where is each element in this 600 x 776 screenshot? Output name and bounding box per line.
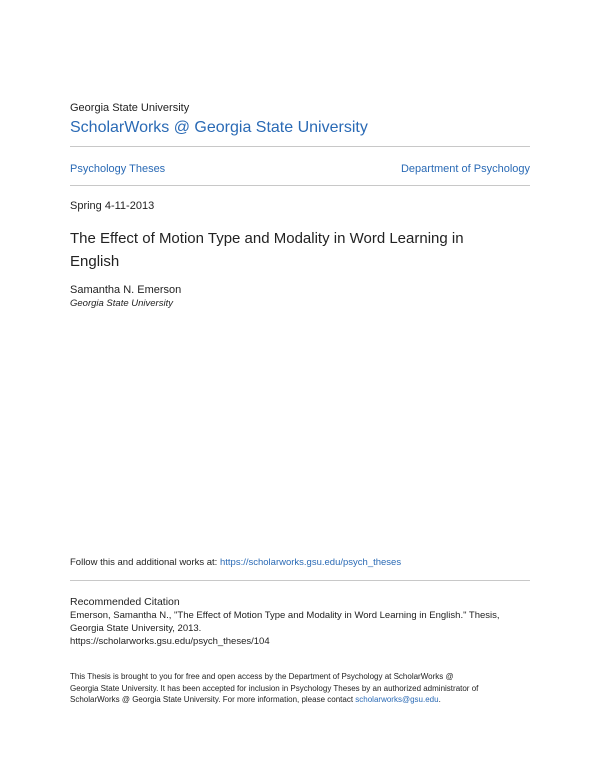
access-statement bbox=[70, 671, 530, 706]
access-statement-text: ScholarWorks @ Georgia State University. For more information, please contact bbox=[70, 695, 356, 704]
document-title: The Effect of Motion Type and Modality in Word Learning in English bbox=[70, 230, 464, 270]
citation-line: https://scholarworks.gsu.edu/psych_theses/104 bbox=[70, 636, 270, 647]
follow-link[interactable]: https://scholarworks.gsu.edu/psych_theses bbox=[219, 557, 402, 568]
department-link[interactable]: Department of Psychology bbox=[400, 163, 530, 175]
institution-name: Georgia State University bbox=[70, 102, 190, 114]
series-nav bbox=[70, 163, 530, 175]
divider-nav bbox=[70, 185, 530, 186]
access-statement-line bbox=[70, 694, 530, 706]
follow-text: Follow this and additional works at: bbox=[70, 557, 220, 568]
repository-link[interactable]: ScholarWorks @ Georgia State University bbox=[70, 119, 368, 136]
author-name: Samantha N. Emerson bbox=[70, 284, 182, 296]
author-affiliation: Georgia State University bbox=[70, 298, 173, 309]
access-statement-line: This Thesis is brought to you for free and open access by the Department of Psychology at ScholarWorks @ bbox=[70, 672, 454, 681]
divider-citation bbox=[70, 580, 530, 581]
citation-heading: Recommended Citation bbox=[70, 596, 180, 608]
series-link[interactable]: Psychology Theses bbox=[70, 163, 166, 175]
citation-body bbox=[70, 609, 530, 648]
contact-email-link[interactable]: scholarworks@gsu.edu bbox=[355, 695, 439, 704]
cover-page bbox=[70, 0, 530, 776]
divider-top bbox=[70, 146, 530, 147]
access-statement-line: Georgia State University. It has been accepted for inclusion in Psychology Theses by an authorized administrator of bbox=[70, 683, 479, 693]
follow-line bbox=[70, 557, 401, 568]
publication-date: Spring 4-11-2013 bbox=[70, 200, 155, 212]
access-statement-end: . bbox=[438, 695, 441, 704]
citation-line: Georgia State University, 2013. bbox=[70, 623, 202, 634]
citation-line: Emerson, Samantha N., "The Effect of Motion Type and Modality in Word Learning in English." Thesis, bbox=[70, 610, 500, 621]
